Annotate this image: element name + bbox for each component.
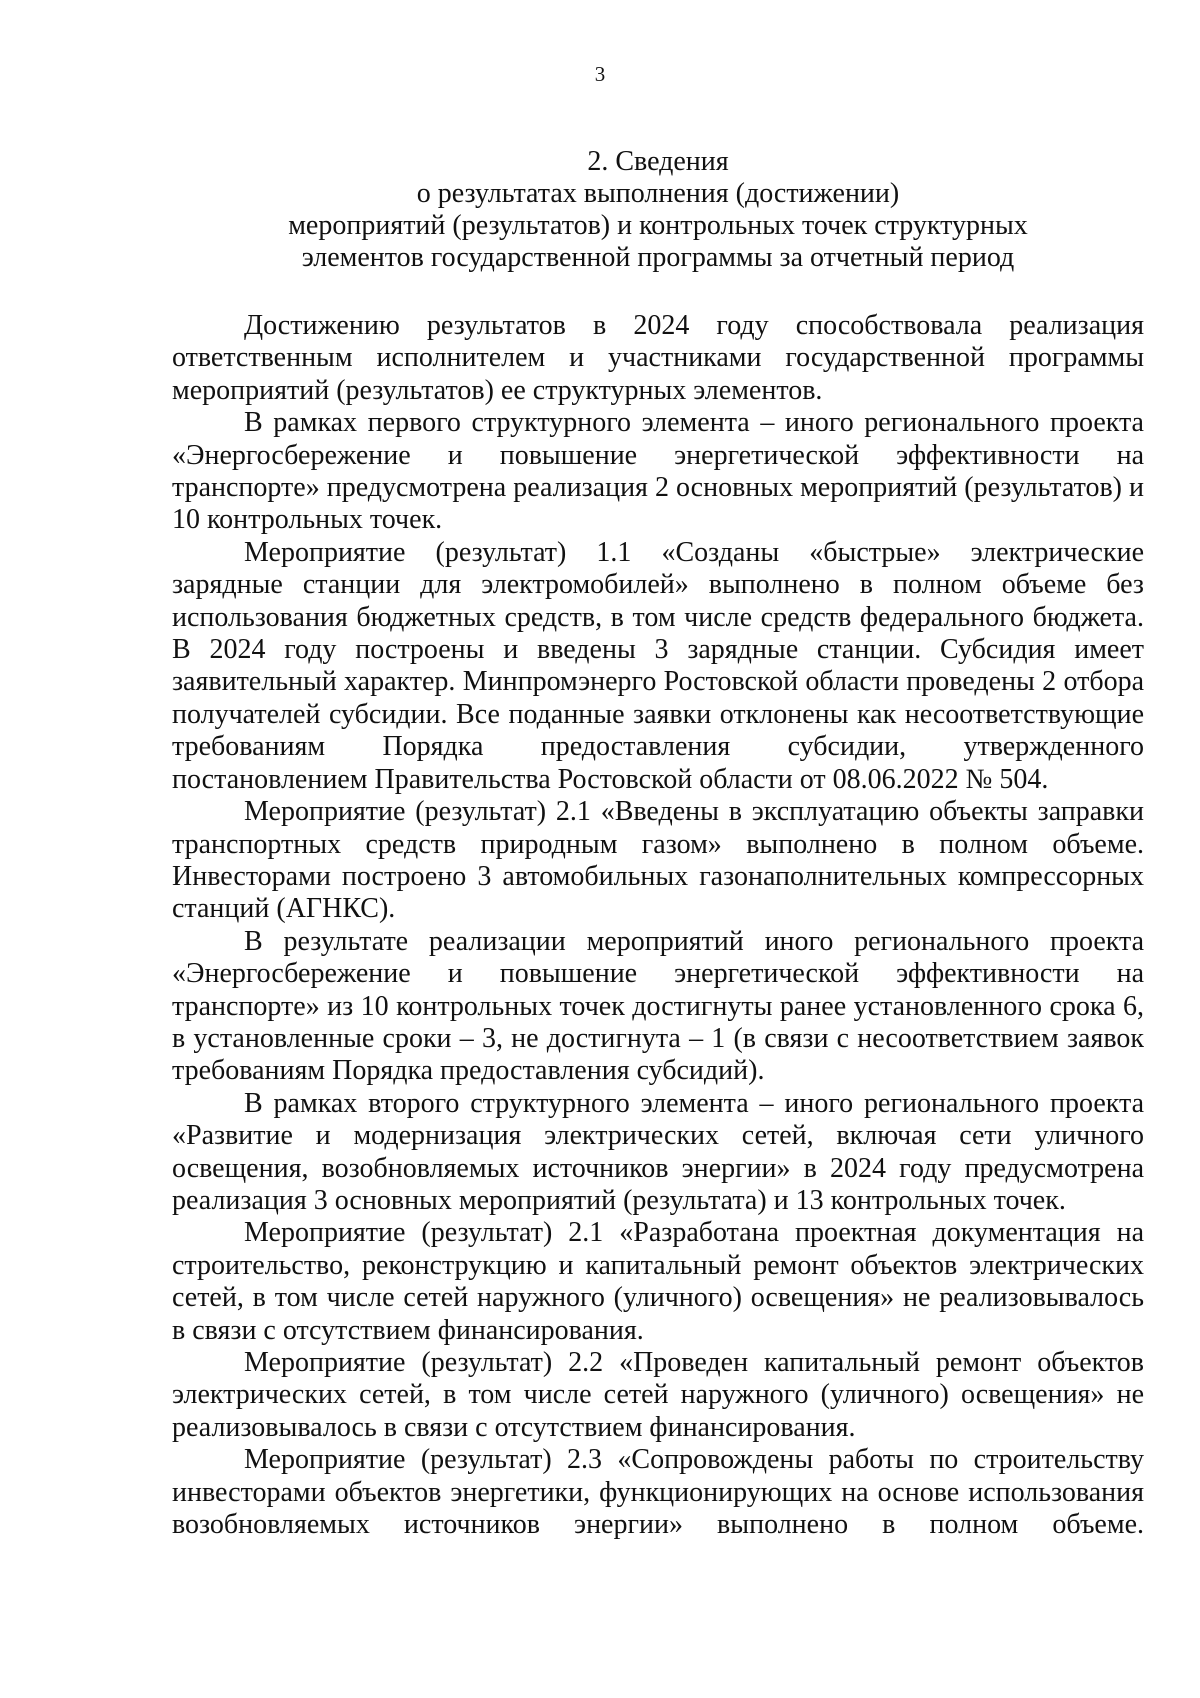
paragraph: В рамках второго структурного элемента – иного регионального проекта «Развитие и модернизация электрических сетей, включая сети уличного освещения, возобновляемых источников энергии» в 2024 году предусмотрена реализация 3 основных мероприятий (результата) и 13 контрольных точек. bbox=[172, 1087, 1144, 1216]
heading-line-subtitle-1: о результатах выполнения (достижении) bbox=[416, 178, 900, 209]
paragraph: Мероприятие (результат) 2.3 «Сопровождены работы по строительству инвесторами объектов энергетики, функционирующих на основе использования возобновляемых источников энергии» выполнено в полном объеме. bbox=[172, 1444, 1144, 1541]
section-heading bbox=[172, 146, 1144, 274]
heading-line-title: 2. Сведения bbox=[587, 146, 729, 177]
paragraph: Мероприятие (результат) 1.1 «Созданы «быстрые» электрические зарядные станции для электромобилей» выполнено в полном объеме без использования бюджетных средств, в том числе средств федерального бюджета. В 2024 году построены и введены 3 зарядные станции. Субсидия имеет заявительный характер. Минпромэнерго Ростовской области проведены 2 отбора получателей субсидии. Все поданные заявки отклонены как несоответствующие требованиям Порядка предоставления субсидии, утвержденного постановлением Правительства Ростовской области от 08.06.2022 № 504. bbox=[172, 536, 1144, 795]
paragraph: В рамках первого структурного элемента – иного регионального проекта «Энергосбережение и повышение энергетической эффективности на транспорте» предусмотрена реализация 2 основных мероприятий (результатов) и 10 контрольных точек. bbox=[172, 407, 1144, 536]
heading-line-subtitle-2: мероприятий (результатов) и контрольных точек структурных bbox=[288, 210, 1028, 241]
paragraph: Мероприятие (результат) 2.2 «Проведен капитальный ремонт объектов электрических сетей, в том числе сетей наружного (уличного) освещения» не реализовывалось в связи с отсутствием финансирования. bbox=[172, 1347, 1144, 1443]
page-number: 3 bbox=[594, 62, 606, 86]
document-body bbox=[172, 310, 1144, 1541]
paragraph: Мероприятие (результат) 2.1 «Разработана проектная документация на строительство, реконструкцию и капитальный ремонт объектов электрических сетей, в том числе сетей наружного (уличного) освещения» не реализовывалось в связи с отсутствием финансирования. bbox=[172, 1217, 1144, 1346]
heading-line-subtitle-3: элементов государственной программы за отчетный период bbox=[301, 242, 1015, 273]
paragraph: Мероприятие (результат) 2.1 «Введены в эксплуатацию объекты заправки транспортных средств природным газом» выполнено в полном объеме. Инвесторами построено 3 автомобильных газонаполнительных компрессорных станций (АГНКС). bbox=[172, 796, 1144, 925]
paragraph: Достижению результатов в 2024 году способствовала реализация ответственным исполнителем и участниками государственной программы мероприятий (результатов) ее структурных элементов. bbox=[172, 310, 1144, 406]
paragraph: В результате реализации мероприятий иного регионального проекта «Энергосбережение и повышение энергетической эффективности на транспорте» из 10 контрольных точек достигнуты ранее установленного срока 6, в установленные сроки – 3, не достигнута – 1 (в связи с несоответствием заявок требованиям Порядка предоставления субсидий). bbox=[172, 925, 1144, 1087]
